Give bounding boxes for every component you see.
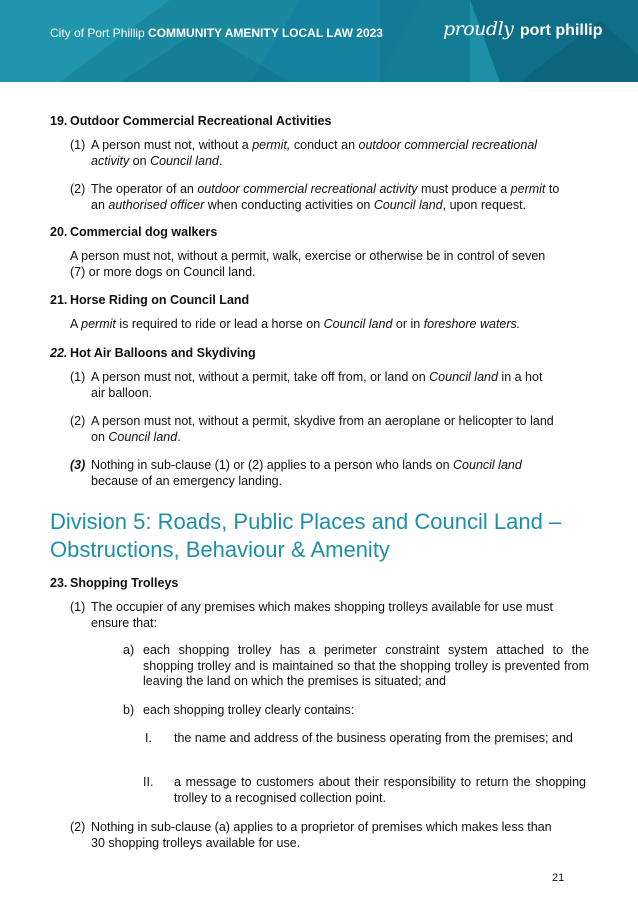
emphasis: Council land: [373, 197, 443, 212]
emphasis: Council land: [150, 153, 219, 168]
text-run: on: [129, 153, 151, 168]
logo-script-text: proudly: [443, 18, 514, 40]
emphasis: foreshore waters.: [423, 317, 521, 331]
section-23-heading: [50, 576, 178, 590]
section-title: Outdoor Commercial Recreational Activities: [70, 114, 332, 128]
section-20-heading: [50, 225, 217, 239]
text-run: .: [218, 153, 223, 168]
header-law-title: COMMUNITY AMENITY LOCAL LAW 2023: [148, 26, 383, 40]
text-run: on: [91, 429, 109, 444]
text-run: conduct an: [290, 138, 359, 152]
text-run: The operator of an: [91, 182, 198, 196]
list-marker: I.: [145, 731, 152, 745]
clause-21: [70, 317, 600, 333]
text-run: or in: [392, 317, 424, 331]
header-org: City of Port Phillip: [50, 26, 145, 40]
clause-23-1: [91, 600, 601, 631]
clause-23-1-b-ii: a message to customers about their responsibility to return the shopping trolley to a recognised collection point.: [174, 775, 586, 805]
clause-22-1: [91, 370, 601, 401]
division-line: Obstructions, Behaviour & Amenity: [50, 537, 390, 562]
list-marker: II.: [143, 775, 154, 789]
list-marker: b): [123, 703, 135, 717]
text-run: because of an emergency landing.: [91, 473, 283, 488]
text-run: Nothing in sub-clause (a) applies to a proprietor of premises which makes less than: [91, 820, 552, 834]
emphasis: Council land: [323, 317, 393, 331]
logo-bold-text: port phillip: [519, 22, 603, 39]
text-run: in a hot: [497, 370, 543, 384]
emphasis: authorised officer: [108, 197, 205, 212]
emphasis: permit: [81, 317, 116, 331]
text-run: The occupier of any premises which makes shopping trolleys available for use must: [91, 600, 554, 614]
text-run: A person must not, without a: [91, 138, 253, 152]
clause-marker: (1): [70, 370, 86, 384]
clause-19-2: [91, 182, 601, 213]
section-number: 19.: [50, 114, 68, 128]
text-run: is required to ride or lead a horse on: [115, 317, 324, 331]
text-run: A person must not, without a permit, skydive from an aeroplane or helicopter to land: [91, 414, 554, 428]
emphasis: outdoor commercial recreational activity: [197, 182, 418, 196]
clause-23-1-a: each shopping trolley has a perimeter constraint system attached to the shopping trolley and is maintained so that the shopping trolley is prevented from leaving the land on which the premises is situated; and: [143, 643, 589, 688]
text-run: (7) or more dogs on Council land.: [70, 264, 256, 279]
emphasis: Council land: [453, 458, 522, 472]
clause-marker: (2): [70, 182, 86, 196]
clause-marker: (2): [70, 414, 86, 428]
section-21-heading: [50, 293, 249, 307]
list-marker: a): [123, 643, 135, 657]
text-run: Nothing in sub-clause (1) or (2) applies to a person who lands on: [91, 458, 454, 472]
section-19-heading: [50, 114, 331, 128]
text-run: air balloon.: [91, 385, 153, 400]
division-line: Division 5: Roads, Public Places and Council Land –: [50, 509, 562, 534]
emphasis: activity: [91, 153, 130, 168]
section-number: 21.: [50, 293, 68, 307]
text-run: , upon request.: [442, 197, 527, 212]
text-run: .: [177, 429, 181, 444]
clause-19-1: [91, 138, 591, 169]
clause-20: [70, 249, 600, 280]
section-22-heading: [50, 346, 256, 360]
emphasis: outdoor commercial recreational: [358, 138, 538, 152]
clause-marker: (1): [70, 138, 86, 152]
text-run: A person must not, without a permit, walk, exercise or otherwise be in control of seven: [70, 249, 546, 263]
section-title: Hot Air Balloons and Skydiving: [70, 346, 256, 360]
clause-23-2: [91, 820, 601, 851]
clause-marker: (3): [70, 458, 86, 472]
clause-23-1-b: each shopping trolley clearly contains:: [143, 703, 355, 717]
section-title: Horse Riding on Council Land: [70, 293, 250, 307]
text-run: when conducting activities on: [204, 197, 374, 212]
emphasis: permit: [510, 182, 546, 196]
text-run: ensure that:: [91, 615, 158, 630]
section-number: 23.: [50, 576, 68, 590]
clause-23-1-b-i: the name and address of the business operating from the premises; and: [174, 731, 573, 745]
section-number: 20.: [50, 225, 68, 239]
emphasis: permit,: [252, 138, 291, 152]
division-heading: [50, 508, 610, 564]
text-run: must produce a: [417, 182, 511, 196]
clause-22-2: [91, 414, 601, 445]
clause-22-3: [91, 458, 601, 489]
emphasis: Council land: [429, 370, 498, 384]
clause-marker: (1): [70, 600, 86, 614]
section-title: Shopping Trolleys: [70, 576, 179, 590]
text-run: A: [70, 317, 82, 331]
text-run: an: [91, 197, 109, 212]
text-run: to: [545, 182, 560, 196]
section-title: Commercial dog walkers: [70, 225, 218, 239]
section-number: 22.: [50, 346, 68, 360]
emphasis: Council land: [108, 429, 178, 444]
page-number: 21: [552, 872, 565, 884]
clause-marker: (2): [70, 820, 86, 834]
text-run: 30 shopping trolleys available for use.: [91, 835, 301, 850]
text-run: A person must not, without a permit, take off from, or land on: [91, 370, 430, 384]
